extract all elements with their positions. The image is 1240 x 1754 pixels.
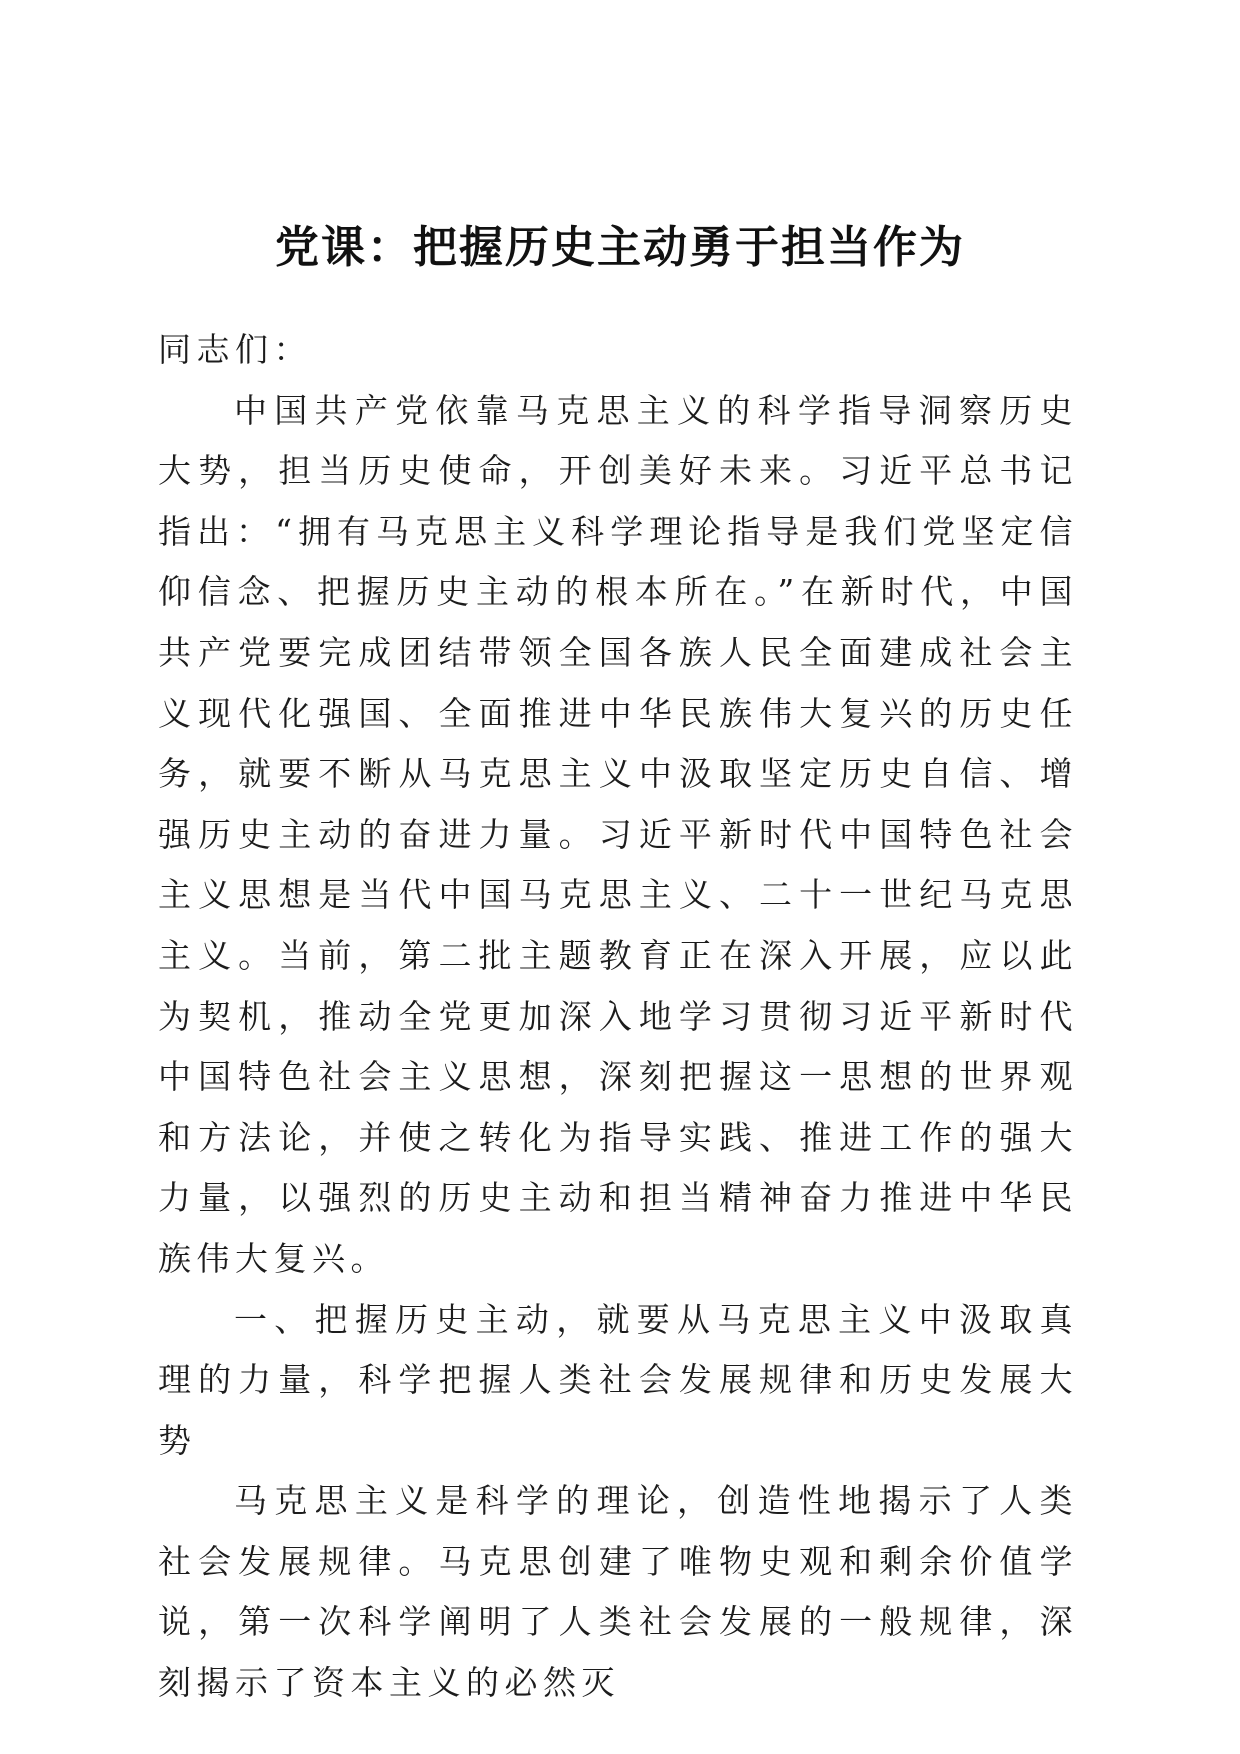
section-heading-1: 一、把握历史主动，就要从马克思主义中汲取真理的力量，科学把握人类社会发展规律和历史发展大势 — [158, 1299, 1078, 1460]
paragraph-section-1: 马克思主义是科学的理论，创造性地揭示了人类社会发展规律。马克思创建了唯物史观和剩余价值学说，第一次科学阐明了人类社会发展的一般规律，深刻揭示了资本主义的必然灭 — [158, 1481, 1078, 1703]
salutation: 同志们： — [158, 330, 312, 369]
document-title: 党课：把握历史主动勇于担当作为 — [275, 222, 965, 273]
document-body — [158, 320, 1078, 1714]
paragraph-intro: 中国共产党依靠马克思主义的科学指导洞察历史大势，担当历史使命，开创美好未来。习近平总书记指出：“拥有马克思主义科学理论指导是我们党坚定信仰信念、把握历史主动的根本所在。”在新时代，中国共产党要完成团结带领全国各族人民全面建成社会主义现代化强国、全面推进中华民族伟大复兴的历史任务，就要不断从马克思主义中汲取坚定历史自信、增强历史主动的奋进力量。习近平新时代中国特色社会主义思想是当代中国马克思主义、二十一世纪马克思主义。当前，第二批主题教育正在深入开展，应以此为契机，推动全党更加深入地学习贯彻习近平新时代中国特色社会主义思想，深刻把握这一思想的世界观和方法论，并使之转化为指导实践、推进工作的强大力量，以强烈的历史主动和担当精神奋力推进中华民族伟大复兴。 — [158, 390, 1078, 1278]
